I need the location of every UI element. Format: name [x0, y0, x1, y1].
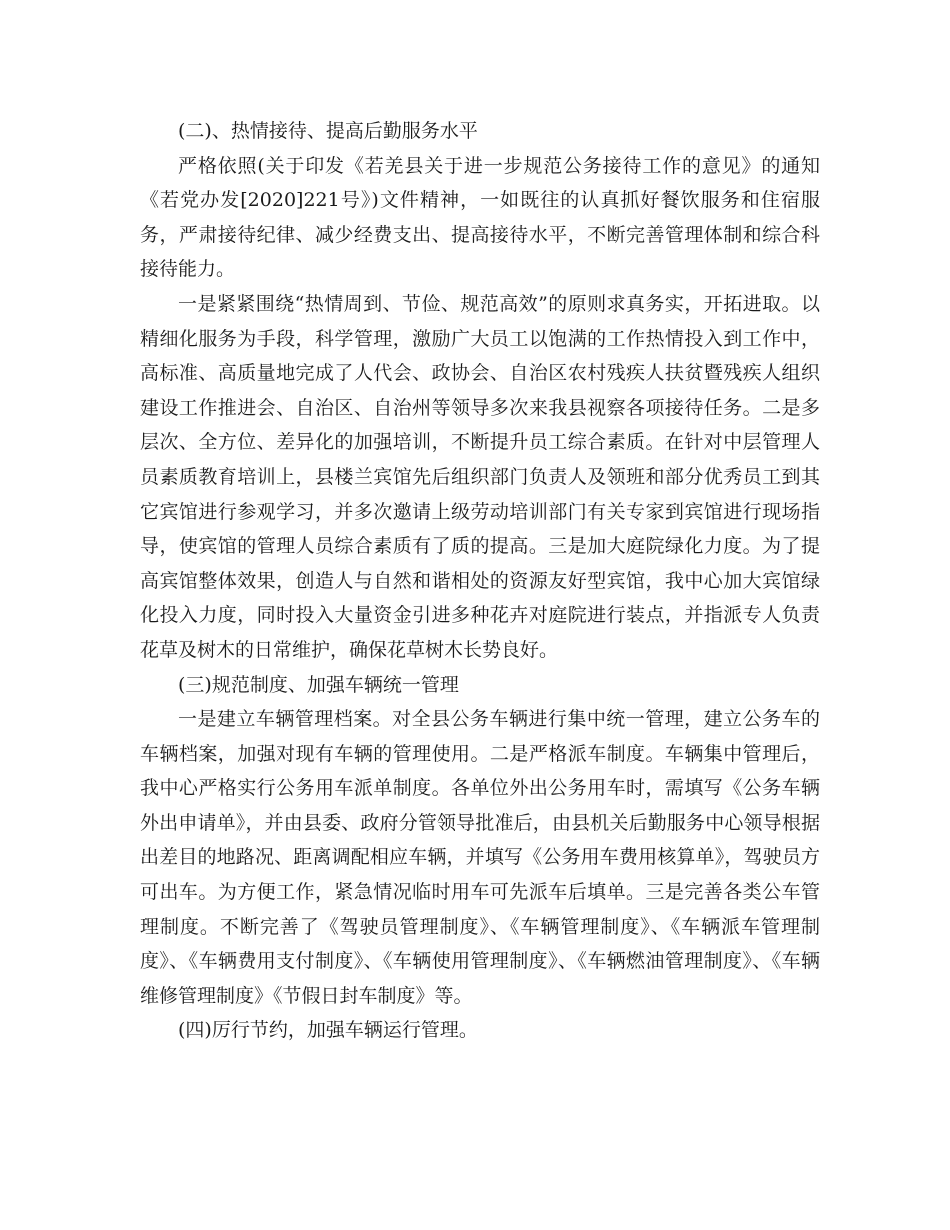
section-heading-2: (二)、热情接待、提高后勤服务水平 [178, 120, 478, 142]
section-heading-4: (四)厉行节约，加强车辆运行管理。 [178, 1019, 478, 1042]
section-heading-3: (三)规范制度、加强车辆统一管理 [178, 673, 459, 696]
body-paragraph: 严格依照(关于印发《若羌县关于进一步规范公务接待工作的意见》的通知《若党办发[2020]221号》)文件精神，一如既往的认真抓好餐饮服务和住宿服务，严肃接待纪律、减少经费支出、提高接待水平，不断完善管理体制和综合科接待能力。 [140, 154, 820, 281]
body-paragraph: 一是紧紧围绕“热情周到、节俭、规范高效”的原则求真务实，开拓进取。以精细化服务为手段，科学管理，激励广大员工以饱满的工作热情投入到工作中，高标准、高质量地完成了人代会、政协会、自治区农村残疾人扶贫暨残疾人组织建设工作推进会、自治区、自治州等领导多次来我县视察各项接待任务。二是多层次、全方位、差异化的加强培训，不断提升员工综合素质。在针对中层管理人员素质教育培训上，县楼兰宾馆先后组织部门负责人及领班和部分优秀员工到其它宾馆进行参观学习，并多次邀请上级劳动培训部门有关专家到宾馆进行现场指导，使宾馆的管理人员综合素质有了质的提高。三是加大庭院绿化力度。为了提高宾馆整体效果，创造人与自然和谐相处的资源友好型宾馆，我中心加大宾馆绿化投入力度，同时投入大量资金引进多种花卉对庭院进行装点，并指派专人负责花草及树木的日常维护，确保花草树木长势良好。 [140, 292, 820, 661]
body-paragraph: 一是建立车辆管理档案。对全县公务车辆进行集中统一管理，建立公务车的车辆档案，加强对现有车辆的管理使用。二是严格派车制度。车辆集中管理后，我中心严格实行公务用车派单制度。各单位外出公务用车时，需填写《公务车辆外出申请单》，并由县委、政府分管领导批准后，由县机关后勤服务中心领导根据出差目的地路况、距离调配相应车辆，并填写《公务用车费用核算单》，驾驶员方可出车。为方便工作，紧急情况临时用车可先派车后填单。三是完善各类公车管理制度。不断完善了《驾驶员管理制度》、《车辆管理制度》、《车辆派车管理制度》、《车辆费用支付制度》、《车辆使用管理制度》、《车辆燃油管理制度》、《车辆维修管理制度》《节假日封车制度》等。 [140, 708, 820, 1007]
document-body [140, 114, 820, 1048]
